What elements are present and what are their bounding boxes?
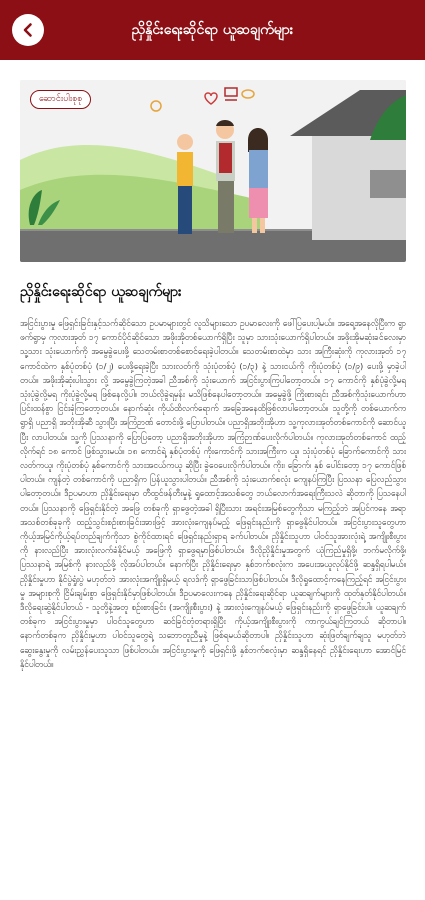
page-title: ညှိနှိုင်းရေးဆိုင်ရာ ယူဆချက်များ xyxy=(131,21,294,38)
article-body: အငြင်းပွားမှု ဖြေရှင်းခြင်းနှင့်သက်ဆိုင်သော ဥပမာများတွင် လူသိများသော ဥပမာလေးကို ဖေါ်ပြပေးပါ့မယ်။ အရေ့အနေလိုပြီးက ရွာဖက်ရွာမှ ကုလားအုတ် ၁၇ ကောင်ပိုင်ဆိုင်သော အဖိုးအိုတစ်ယောက်ရှိပြီး သူမှာ သားသုံးယောက်ရှိပါတယ်။ အဖိုးအိုမဆုံးခင်လေးမှာ သူ့သား သုံးယောက်ကို အမွေခွဲပေးဖို့ သေတမ်းစာတစ်စောင်ရေးခဲ့ပါတယ်။ သေတမ်းစာထဲမှာ သား အကြီးဆုံးကို ကုလားအုတ် ၁၇ ကောင်ထဲက နှစ်ပုံတစ်ပုံ (၁/၂) ပေးဖို့ရေးခဲ့ပြီး သားလတ်ကို သုံးပုံတစ်ပုံ (၁/၃) နဲ့ သားငယ်ကို ကိုးပုံတစ်ပုံ (၁/၉) ပေးဖို့ မှာခဲ့ပါတယ်။ အဖိုးအိုဆုံးပါးသွား လို့ အမွေခွဲကြတဲ့အခါ ညီအစ်ကို သုံးယောက် အငြင်းပွားကြပါတော့တယ်။ ၁၇ ကောင်ကို နှစ်ပုံခွဲလို့မရ သုံးပုံခွဲလို့မရ ကိုးပုံခွဲလို့မရ ဖြစ်နေလို့ပါ။ ဘယ်လိုခွဲရမှန်း မသိဖြစ်နေပါတော့တယ်။ အမွေခွဲဖို့ ကြိုးစားရင်း ညီအစ်ကိုသုံးယောက်ဟာ ပြင်းထန်စွာ ငြင်းခုံကြတော့တယ်။ နောက်ဆုံး ကိုယ်ထိလက်ရောက် အခြေအနေထိဖြစ်လာပါတော့တယ်။ သူတို့ကို တစ်ယောက်က ရွာရှိ ပညာရှိ အဘိုးအိုဆီ သွားပြီး အကြံဉာဏ် တောင်းဖို့ ပြောပါတယ်။ ပညာရှိအဘိုးအိုဟာ သူ့ကုလားအုတ်တစ်ကောင်ကို ဆောင်ယူပြီး လာပါတယ်။ သူ့ကို ပြဿနာကို ပြောပြတော့ ပညာရှိအဘိုးအိုဟာ အကြံဉာဏ်ပေးလိုက်ပါတယ်။ ကုလားအုတ်တစ်ကောင် ထည့်လိုက်ရင် ၁၈ ကောင် ဖြစ်သွားမယ်။ ၁၈ ကောင်ရဲ့ နှစ်ပုံတစ်ပုံ ကိုးကောင်ကို သားအကြီးက ယူ၊ သုံးပုံတစ်ပုံ ခြောက်ကောင်ကို သားလတ်ကယူ၊ ကိုးပုံတစ်ပုံ နှစ်ကောင်ကို သားအငယ်ကယူ ဆိုပြီး ခွဲဝေပေးလိုက်ပါတယ်။ ကိုး၊ ခြောက်၊ နှစ် ပေါင်းတော့ ၁၇ ကောင်ဖြစ်ပါတယ်။ ကျန်တဲ့ တစ်ကောင်ကို ပညာရှိက ပြန်ယူသွားပါတယ်။ ညီအစ်ကို သုံးယောက်စလုံး ကျေနပ်ကြပြီး ပြဿနာ ပြေလည်သွားပါတော့တယ်။ ဒီဥပမာဟာ ညှိနှိုင်းရေးမှာ တီထွင်ဖန်တီးမှုနဲ့ ရှုထောင့်အသစ်တွေ ဘယ်လောက်အရေးကြီးသလဲ ဆိုတာကို ပြသနေပါတယ်။ ပြဿနာကို ဖြေရှင်းနိုင်တဲ့ အဖြေ တစ်ခုကို ရှာဖွေတဲ့အခါ ရှိပြီးသား အရင်းအမြစ်တွေကိုသာ မကြည့်ဘဲ အပြင်ကနေ အရာအသစ်တစ်ခုခုကို ထည့်သွင်းစဉ်းစားခြင်းအားဖြင့် အားလုံးကျေနပ်မည့် ဖြေရှင်းနည်းကို ရှာဖွေနိုင်ပါတယ်။ အငြင်းပွားသူတွေဟာ ကိုယ့်အမြင်ကိုယ့်ရပ်တည်ချက်ကိုသာ စွဲကိုင်ထားရင် ဖြေရှင်းနည်းရှာရ ခက်ပါတယ်။ ညှိနှိုင်းသူဟာ ပါဝင်သူအားလုံးရဲ့ အကျိုးစီးပွားကို နားလည်ပြီး အားလုံးလက်ခံနိုင်မယ့် အဖြေကို ရှာဖွေရမှာဖြစ်ပါတယ်။ ဒီလိုညှိနှိုင်းမှုအတွက် ယုံကြည်မှုရှိဖို့၊ ဘက်မလိုက်ဖို့၊ ပြဿနာရဲ့ အမြစ်ကို နားလည်ဖို့ လိုအပ်ပါတယ်။ နောက်ပြီး ညှိနှိုင်းရေးမှာ နှစ်ဘက်စလုံးက အပေးအယူလုပ်နိုင်ဖို့ ဆန္ဒရှိရပါမယ်။ ညှိနှိုင်းမှုဟာ နိုင်ပွဲရှုံးပွဲ မဟုတ်ဘဲ အားလုံးအကျိုးရှိမယ့် ရလဒ်ကို ရှာဖွေခြင်းသာဖြစ်ပါတယ်။ ဒီလိုရှုထောင့်ကနေကြည့်ရင် အငြင်းပွားမှု အများစုကို ငြိမ်းချမ်းစွာ ဖြေရှင်းနိုင်မှာဖြစ်ပါတယ်။ ဒီဥပမာလေးကနေ ညှိနှိုင်းရေးဆိုင်ရာ ယူဆချက်များကို ထုတ်နုတ်နိုင်ပါတယ်။ ဒီလိုရေးဆွဲနိုင်ပါတယ် - သူတို့နဲ့အတူ စဉ်းစားခြင်း (အကျိုးစီးပွား) နဲ့ အားလုံးကျေနပ်မယ့် ဖြေရှင်းနည်းကို ရှာဖွေခြင်းပါ။ ယူဆချက်တစ်ခုက အငြင်းပွားမှုမှာ ပါဝင်သူတွေဟာ ဆင်ခြင်တုံတရားရှိပြီး ကိုယ့်အကျိုးစီးပွားကို ကာကွယ်ချင်ကြတယ် ဆိုတာပါ။ နောက်တစ်ခုက ညှိနှိုင်းမှုဟာ ပါဝင်သူတွေရဲ့ သဘောတူညီမှုနဲ့ ဖြစ်ရမယ်ဆိုတာပါ။ ညှိနှိုင်းသူဟာ ဆုံးဖြတ်ချက်ချသူ မဟုတ်ဘဲ ဆွေးနွေးမှုကို လမ်းညွှန်ပေးသူသာ ဖြစ်ပါတယ်။ အငြင်းပွားမှုကို ဖြေရှင်းဖို့ နှစ်ဘက်စလုံးမှာ ဆန္ဒရှိနေရင် ညှိနှိုင်းရေးဟာ အောင်မြင်နိုင်ပါတယ်။ xyxy=(20,318,406,669)
hero-illustration xyxy=(20,80,406,262)
app-header xyxy=(0,0,425,60)
back-button[interactable] xyxy=(12,14,44,46)
article-title: ညှိနှိုင်းရေးဆိုင်ရာ ယူဆချက်များ xyxy=(20,284,182,300)
hero-tag: ဆောင်းပါးစုစု xyxy=(30,90,91,109)
chevron-left-icon xyxy=(20,22,36,38)
